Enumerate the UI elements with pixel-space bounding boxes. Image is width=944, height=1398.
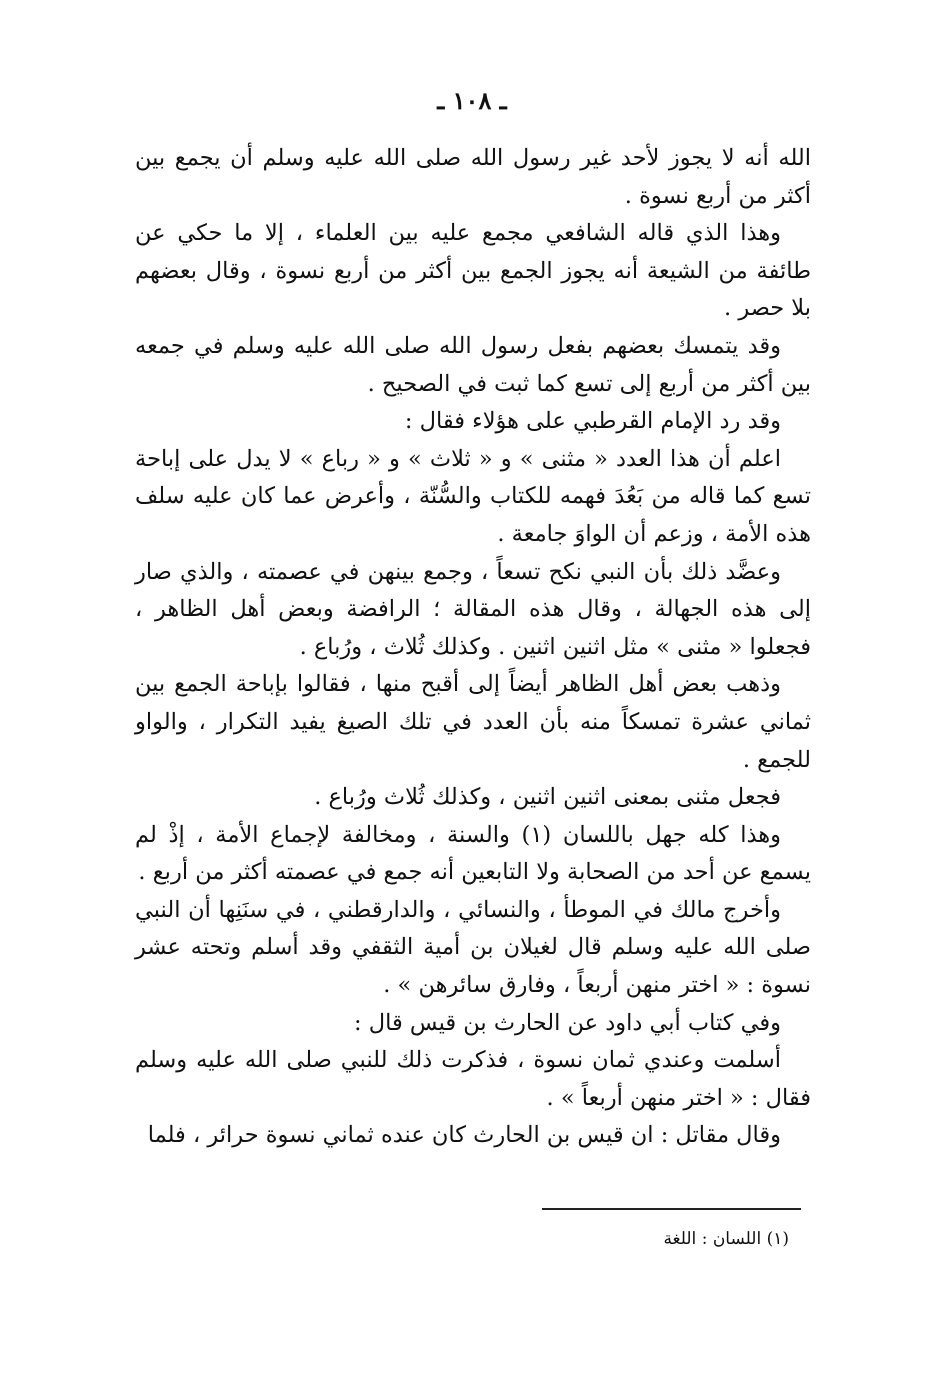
main-text bbox=[135, 140, 811, 1155]
paragraph-mathna-meaning: فجعل مثنى بمعنى اثنين اثنين ، وكذلك ثُلاث ورُباع . bbox=[314, 784, 781, 811]
footnote-divider bbox=[542, 1208, 801, 1210]
paragraph-prophet-practice: وقد يتمسك بعضهم بفعل رسول الله صلى الله عليه وسلم في جمعه بين أكثر من أربع إلى تسع كما ثبت في الصحيح . bbox=[135, 332, 811, 397]
paragraph-ignorance: وهذا كله جهل باللسان (١) والسنة ، ومخالفة لإجماع الأمة ، إذْ لم يسمع عن أحد من الصحابة ولا التابعين أنه جمع في عصمته أكثر من أربع . bbox=[135, 821, 811, 886]
paragraph-muqatil: وقال مقاتل : ان قيس بن الحارث كان عنده ثماني نسوة حرائر ، فلما bbox=[147, 1122, 781, 1149]
paragraph-qurtubi-intro: وقد رد الإمام القرطبي على هؤلاء فقال : bbox=[404, 408, 781, 435]
footnote: (١) اللسان : اللغة bbox=[663, 1229, 789, 1249]
paragraph-qurtubi-quote: اعلم أن هذا العدد « مثنى » و « ثلاث » و « رباع » لا يدل على إباحة تسع كما قاله من بَعُدَ فهمه للكتاب والسُّنّة ، وأعرض عما كان عليه سلف هذه الأمة ، وزعم أن الواوَ جامعة . bbox=[135, 445, 811, 547]
paragraph-shafii-consensus: وهذا الذي قاله الشافعي مجمع عليه بين العلماء ، إلا ما حكي عن طائفة من الشيعة أنه يجوز الجمع بين أكثر من أربع نسوة ، وقال بعضهم بلا حصر . bbox=[135, 220, 811, 322]
paragraph-zahiriyya: وذهب بعض أهل الظاهر أيضاً إلى أقبح منها ، فقالوا بإباحة الجمع بين ثماني عشرة تمسكاً منه بأن العدد في تلك الصيغ يفيد التكرار ، والواو للجمع . bbox=[135, 671, 811, 773]
paragraph-harith-hadith: أسلمت وعندي ثمان نسوة ، فذكرت ذلك للنبي صلى الله عليه وسلم فقال : « اختر منهن أربعاً » . bbox=[135, 1047, 811, 1111]
paragraph-ghaylan-hadith: وأخرج مالك في الموطأ ، والنسائي ، والدارقطني ، في سنَنِها أن النبي صلى الله عليه وسلم قال لغيلان بن أمية الثقفي وقد أسلم وتحته عشر نسوة : « اختر منهن أربعاً ، وفارق سائرهن » . bbox=[135, 896, 811, 999]
paragraph-rafida: وعضَّد ذلك بأن النبي نكح تسعاً ، وجمع بينهن في عصمته ، والذي صار إلى هذه الجهالة ، وقال هذه المقالة ؛ الرافضة وبعض أهل الظاهر ، فجعلوا « مثنى » مثل اثنين اثنين . وكذلك ثُلاث ، ورُباع . bbox=[135, 558, 811, 660]
paragraph-abu-dawud: وفي كتاب أبي داود عن الحارث بن قيس قال : bbox=[354, 1009, 781, 1036]
page-number: ـ ١٠٨ ـ bbox=[437, 86, 507, 115]
paragraph-continuation: الله أنه لا يجوز لأحد غير رسول الله صلى الله عليه وسلم أن يجمع بين أكثر من أربع نسوة . bbox=[135, 145, 811, 209]
